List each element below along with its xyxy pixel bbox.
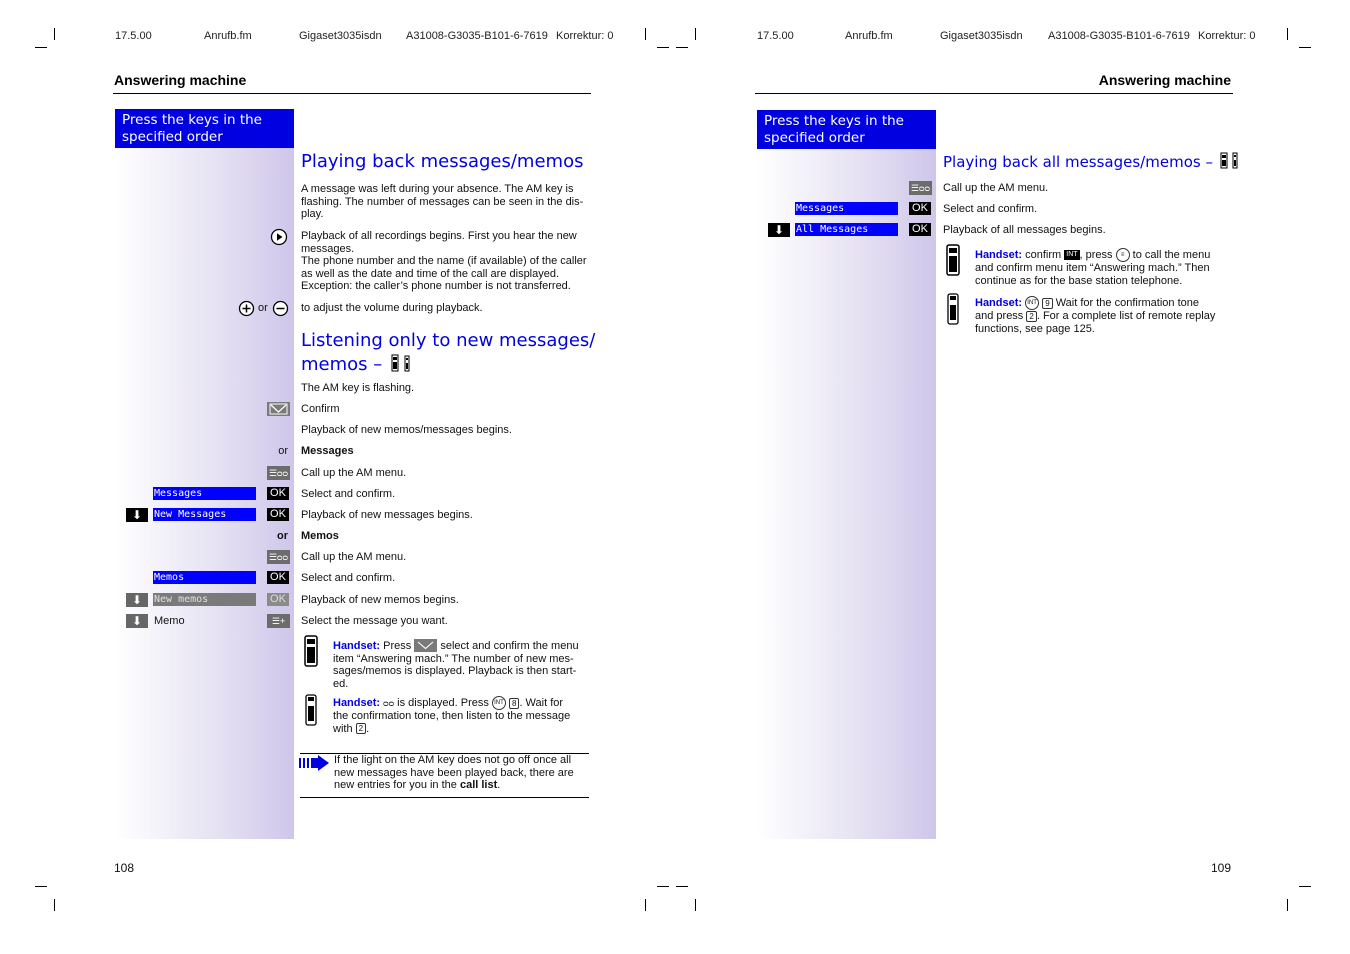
text-line: continue as for the base station telephone. <box>975 274 1183 287</box>
play-key-icon[interactable] <box>270 228 288 246</box>
crop-mark <box>35 47 47 48</box>
text-line: functions, see page 125. <box>975 322 1095 335</box>
text-line: A message was left during your absence. The AM key is <box>301 183 574 195</box>
handset-label: Handset: <box>333 696 381 709</box>
handset-icon <box>304 635 318 667</box>
section-title: Answering machine <box>1098 72 1231 88</box>
key-2-icon: 2 <box>356 723 366 734</box>
text-line <box>975 296 1233 310</box>
keys-column <box>757 149 936 839</box>
key-2-icon: 2 <box>1026 311 1036 322</box>
text-line: ed. <box>333 677 349 690</box>
keys-order-box <box>115 109 294 148</box>
scroll-down-icon[interactable]: ⬇ <box>126 508 148 522</box>
lcd-new-messages[interactable]: New Messages <box>153 508 256 521</box>
handset-icon <box>946 293 960 325</box>
note-text <box>334 754 590 792</box>
handset-icon <box>304 694 318 726</box>
lcd-new-memos[interactable]: New memos <box>153 593 256 606</box>
crop-mark <box>695 28 696 40</box>
crop-mark <box>1287 899 1288 911</box>
text-line <box>975 248 1233 262</box>
envelope-key-icon <box>414 639 437 652</box>
select-message-text: Select the message you want. <box>301 615 448 627</box>
handset-icon <box>946 244 960 276</box>
base-and-handset-icon <box>388 354 414 372</box>
call-list-term: call list <box>459 779 498 792</box>
ok-key[interactable]: OK <box>267 571 289 584</box>
lcd-messages[interactable]: Messages <box>153 487 256 500</box>
or-label: or <box>277 530 288 542</box>
int-key-icon: INT <box>492 696 506 710</box>
keys-box-line: Press the keys in the <box>122 112 262 128</box>
text-line: the confirmation tone, then listen to the message <box>333 710 571 722</box>
handset-note-1 <box>975 248 1233 287</box>
text-line: and confirm menu item “Answering mach.” Then <box>975 262 1210 274</box>
text-line: flashing. The number of messages can be seen in the dis- <box>301 195 584 208</box>
header-file: Anrufb.fm <box>845 30 893 42</box>
crop-mark <box>1287 28 1288 40</box>
scroll-down-icon[interactable]: ⬇ <box>126 593 148 607</box>
lcd-all-messages[interactable]: All Messages <box>795 223 898 236</box>
text-line: messages. <box>301 242 355 255</box>
crop-mark <box>35 886 47 887</box>
crop-mark <box>54 28 55 40</box>
text-line: as well as the date and time of the call are displayed. <box>301 267 560 280</box>
text-line <box>333 723 591 736</box>
tape-icon: ᴑᴑ <box>383 697 395 708</box>
keys-order-box <box>757 110 936 149</box>
call-menu-text: Call up the AM menu. <box>301 467 407 479</box>
header-code: A31008-G3035-B101-6-7619 <box>1048 30 1190 42</box>
heading-new-messages-line1: Listening only to new messages/ <box>301 330 596 351</box>
text-span: Wait for the confirmation tone <box>1055 296 1199 309</box>
text-span: , press <box>1079 248 1113 261</box>
ok-key[interactable]: OK <box>909 202 931 215</box>
text-span: new entries for you in the <box>334 779 457 792</box>
key-8-icon: 8 <box>509 698 519 709</box>
crop-mark <box>54 899 55 911</box>
text-line: Playback of all recordings begins. First you hear the new <box>301 230 577 242</box>
key-9-icon: 9 <box>1042 298 1052 309</box>
header-product: Gigaset3035isdn <box>299 30 382 42</box>
messages-heading: Messages <box>301 445 354 457</box>
handset-label: Handset: <box>975 296 1023 309</box>
header-correction: Korrektur: 0 <box>1198 30 1256 42</box>
header-date: 17.5.00 <box>115 30 152 42</box>
memos-heading: Memos <box>301 530 339 542</box>
text-span: . <box>497 779 501 792</box>
section-title: Answering machine <box>114 72 247 88</box>
section-rule <box>755 93 1233 94</box>
crop-mark <box>657 886 669 887</box>
header-date: 17.5.00 <box>757 30 794 42</box>
memo-label: Memo <box>154 615 185 627</box>
heading-playing-back-all <box>943 152 1242 172</box>
ok-key[interactable]: OK <box>909 223 931 236</box>
handset-label: Handset: <box>333 640 381 652</box>
header-correction: Korrektur: 0 <box>556 30 614 42</box>
header-product: Gigaset3035isdn <box>940 30 1023 42</box>
playback-new-text: Playback of new memos/messages begins. <box>301 424 512 436</box>
call-menu-text: Call up the AM menu. <box>943 182 1049 194</box>
text-span: Press <box>383 640 412 652</box>
text-span: select and confirm the menu <box>440 640 579 652</box>
volume-description: to adjust the volume during playback. <box>301 302 483 314</box>
am-key-flashing: The AM key is flashing. <box>301 382 415 394</box>
header-code: A31008-G3035-B101-6-7619 <box>406 30 548 42</box>
text-line <box>333 696 591 710</box>
menu-plus-key-icon[interactable]: ☰+ <box>267 614 290 628</box>
text-span: . <box>366 722 370 735</box>
lcd-memos[interactable]: Memos <box>153 571 256 584</box>
heading-text: Playing back all messages/memos – <box>943 153 1213 171</box>
note-rule-bottom <box>300 797 589 798</box>
am-menu-key-icon[interactable]: ☰ᴑᴑ <box>268 468 289 478</box>
note-arrow-icon <box>299 755 330 771</box>
base-and-handset-icon <box>1218 152 1242 169</box>
playback-new-memos-text: Playback of new memos begins. <box>301 594 459 606</box>
ok-key[interactable]: OK <box>267 487 289 500</box>
crop-mark <box>645 28 646 40</box>
page-number: 109 <box>1210 861 1231 875</box>
text-line <box>975 310 1233 323</box>
keys-box-line: Press the keys in the <box>764 113 904 129</box>
ok-key[interactable]: OK <box>267 508 289 521</box>
keys-box-line: specified order <box>122 129 223 145</box>
am-menu-key-icon[interactable]: ☰ᴑᴑ <box>268 552 289 562</box>
heading-new-messages-line2 <box>301 353 414 377</box>
crop-mark <box>676 886 688 887</box>
text-span: confirm <box>1025 248 1062 261</box>
text-span: and press <box>975 310 1024 322</box>
heading-playing-back: Playing back messages/memos <box>301 151 584 172</box>
text-span: is displayed. Press <box>397 696 489 709</box>
crop-mark <box>645 899 646 911</box>
crop-mark <box>695 899 696 911</box>
section-rule <box>113 93 591 94</box>
text-line: If the light on the AM key does not go off once all <box>334 754 572 766</box>
text-line: item “Answering mach.” The number of new mes- <box>333 652 574 665</box>
playback-description <box>301 230 593 293</box>
or-label: or <box>278 445 288 457</box>
volume-or: or <box>258 302 268 314</box>
scroll-down-icon[interactable]: ⬇ <box>768 223 790 237</box>
header-file: Anrufb.fm <box>204 30 252 42</box>
handset-note-1 <box>333 639 591 690</box>
crop-mark <box>657 47 669 48</box>
heading-text: memos – <box>301 354 383 375</box>
text-line: new messages have been played back, there are <box>334 766 574 779</box>
text-span: . For a complete list of remote replay <box>1036 310 1216 322</box>
playback-new-messages-text: Playback of new messages begins. <box>301 509 473 521</box>
text-line <box>333 639 591 653</box>
handset-note-2 <box>975 296 1233 335</box>
handset-note-2 <box>333 696 591 735</box>
ok-key[interactable]: OK <box>267 593 289 606</box>
select-confirm-text: Select and confirm. <box>301 488 396 500</box>
am-key-envelope-icon[interactable] <box>267 402 290 416</box>
lcd-messages[interactable]: Messages <box>795 202 898 215</box>
confirm-text: Confirm <box>301 403 340 415</box>
int-key-icon: INT <box>1025 296 1039 310</box>
text-span: . Wait for <box>519 696 564 709</box>
page-number: 108 <box>114 861 135 875</box>
am-menu-key-icon[interactable]: ☰ᴑᴑ <box>910 183 931 193</box>
text-line: play. <box>301 208 324 221</box>
text-line: Exception: the caller’s phone number is not transferred. <box>301 280 571 293</box>
int-key-icon: INT <box>1066 251 1078 258</box>
select-confirm-text: Select and confirm. <box>943 203 1038 215</box>
scroll-down-icon[interactable]: ⬇ <box>126 614 148 628</box>
text-line: sages/memos is displayed. Playback is then start- <box>333 665 577 678</box>
select-confirm-text: Select and confirm. <box>301 572 396 584</box>
text-line <box>334 779 590 792</box>
handset-label: Handset: <box>975 248 1023 261</box>
volume-up-icon[interactable] <box>238 300 255 317</box>
text-span: to call the menu <box>1132 248 1211 261</box>
playback-all-text: Playback of all messages begins. <box>943 224 1106 236</box>
crop-mark <box>676 47 688 48</box>
crop-mark <box>1299 886 1311 887</box>
keys-box-line: specified order <box>764 130 865 146</box>
volume-down-icon[interactable] <box>272 300 289 317</box>
text-line: The phone number and the name (if available) of the caller <box>301 255 587 268</box>
menu-key-icon: ≡ <box>1116 248 1130 262</box>
crop-mark <box>1299 47 1311 48</box>
intro-text <box>301 183 593 221</box>
call-menu-text: Call up the AM menu. <box>301 551 407 563</box>
text-span: with <box>333 722 353 735</box>
